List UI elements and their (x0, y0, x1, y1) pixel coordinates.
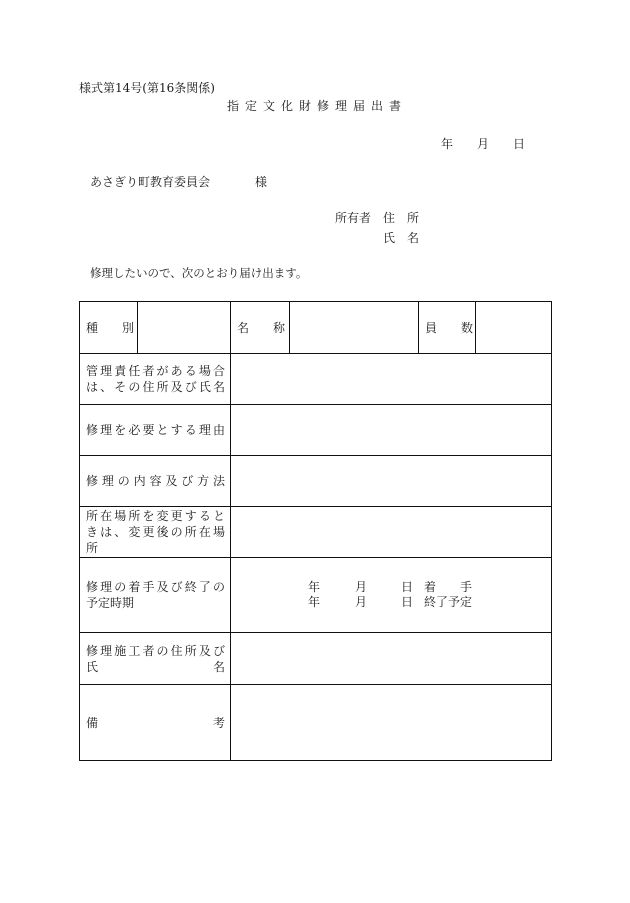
name-value-cell (290, 302, 419, 354)
remarks-label (80, 685, 231, 761)
owner-label: 所有者 (335, 211, 372, 225)
table-row-content (80, 456, 552, 507)
table-row-relocation (80, 507, 552, 558)
manager-label-line: は、その住所及び氏名 (86, 380, 225, 394)
count-label: 員 数 (419, 302, 476, 354)
table-row-reason (80, 405, 552, 456)
addressee-honorific: 様 (255, 175, 268, 189)
content-label (80, 456, 231, 507)
reason-value-cell (231, 405, 552, 456)
start-day-unit: 日 (401, 579, 414, 594)
repair-notice-table (79, 301, 552, 761)
schedule-label-line: 修理の着手及び終了の (86, 580, 225, 594)
manager-label (80, 354, 231, 405)
start-month-unit: 月 (355, 579, 368, 594)
remarks-label-line: 備考 (86, 715, 225, 730)
schedule-label (80, 558, 231, 633)
addressee-name: あさぎり町教育委員会 (90, 175, 211, 189)
end-day-unit: 日 (401, 595, 414, 609)
remarks-value-cell (231, 685, 552, 761)
type-value-cell (138, 302, 231, 354)
relocation-label (80, 507, 231, 558)
owner-address-label: 住 所 (383, 211, 420, 225)
contractor-label (80, 633, 231, 685)
relocation-value-cell (231, 507, 552, 558)
schedule-label-line: 予定時期 (86, 596, 135, 610)
document-title: 指定文化財修理届出書 (227, 99, 408, 113)
content-value-cell (231, 456, 552, 507)
owner-name-label: 氏 名 (383, 231, 420, 245)
schedule-end-line (231, 595, 551, 611)
type-label: 種 別 (80, 302, 138, 354)
start-label: 着 手 (424, 579, 473, 594)
end-month-unit: 月 (355, 595, 368, 609)
contractor-value-cell (231, 633, 552, 685)
submission-date: 年 月 日 (441, 137, 526, 151)
manager-label-line: 管理責任者がある場合 (86, 364, 225, 378)
schedule-value-cell (231, 558, 552, 633)
relocation-label-line: 所 (86, 541, 99, 555)
form-number: 様式第14号(第16条関係) (79, 81, 215, 95)
schedule-dates (231, 580, 551, 611)
table-row-type (80, 302, 552, 354)
contractor-label-line: 氏名 (86, 659, 225, 674)
schedule-start-line (231, 580, 551, 596)
reason-label-line: 修理を必要とする理由 (86, 423, 225, 437)
table-row-remarks (80, 685, 552, 761)
reason-label (80, 405, 231, 456)
end-year-unit: 年 (308, 595, 321, 609)
table-row-manager (80, 354, 552, 405)
content-label-line: 修理の内容及び方法 (86, 474, 225, 488)
contractor-label-line: 修理施工者の住所及び (86, 643, 225, 658)
table-row-schedule (80, 558, 552, 633)
relocation-label-line: 所在場所を変更すると (86, 509, 225, 523)
table-row-contractor (80, 633, 552, 685)
manager-value-cell (231, 354, 552, 405)
count-value-cell (476, 302, 552, 354)
intro-text: 修理したいので、次のとおり届け出ます。 (90, 266, 308, 280)
end-label: 終了予定 (424, 595, 473, 609)
name-label: 名 称 (231, 302, 290, 354)
start-year-unit: 年 (308, 579, 321, 594)
relocation-label-line: きは、変更後の所在場 (86, 525, 225, 539)
